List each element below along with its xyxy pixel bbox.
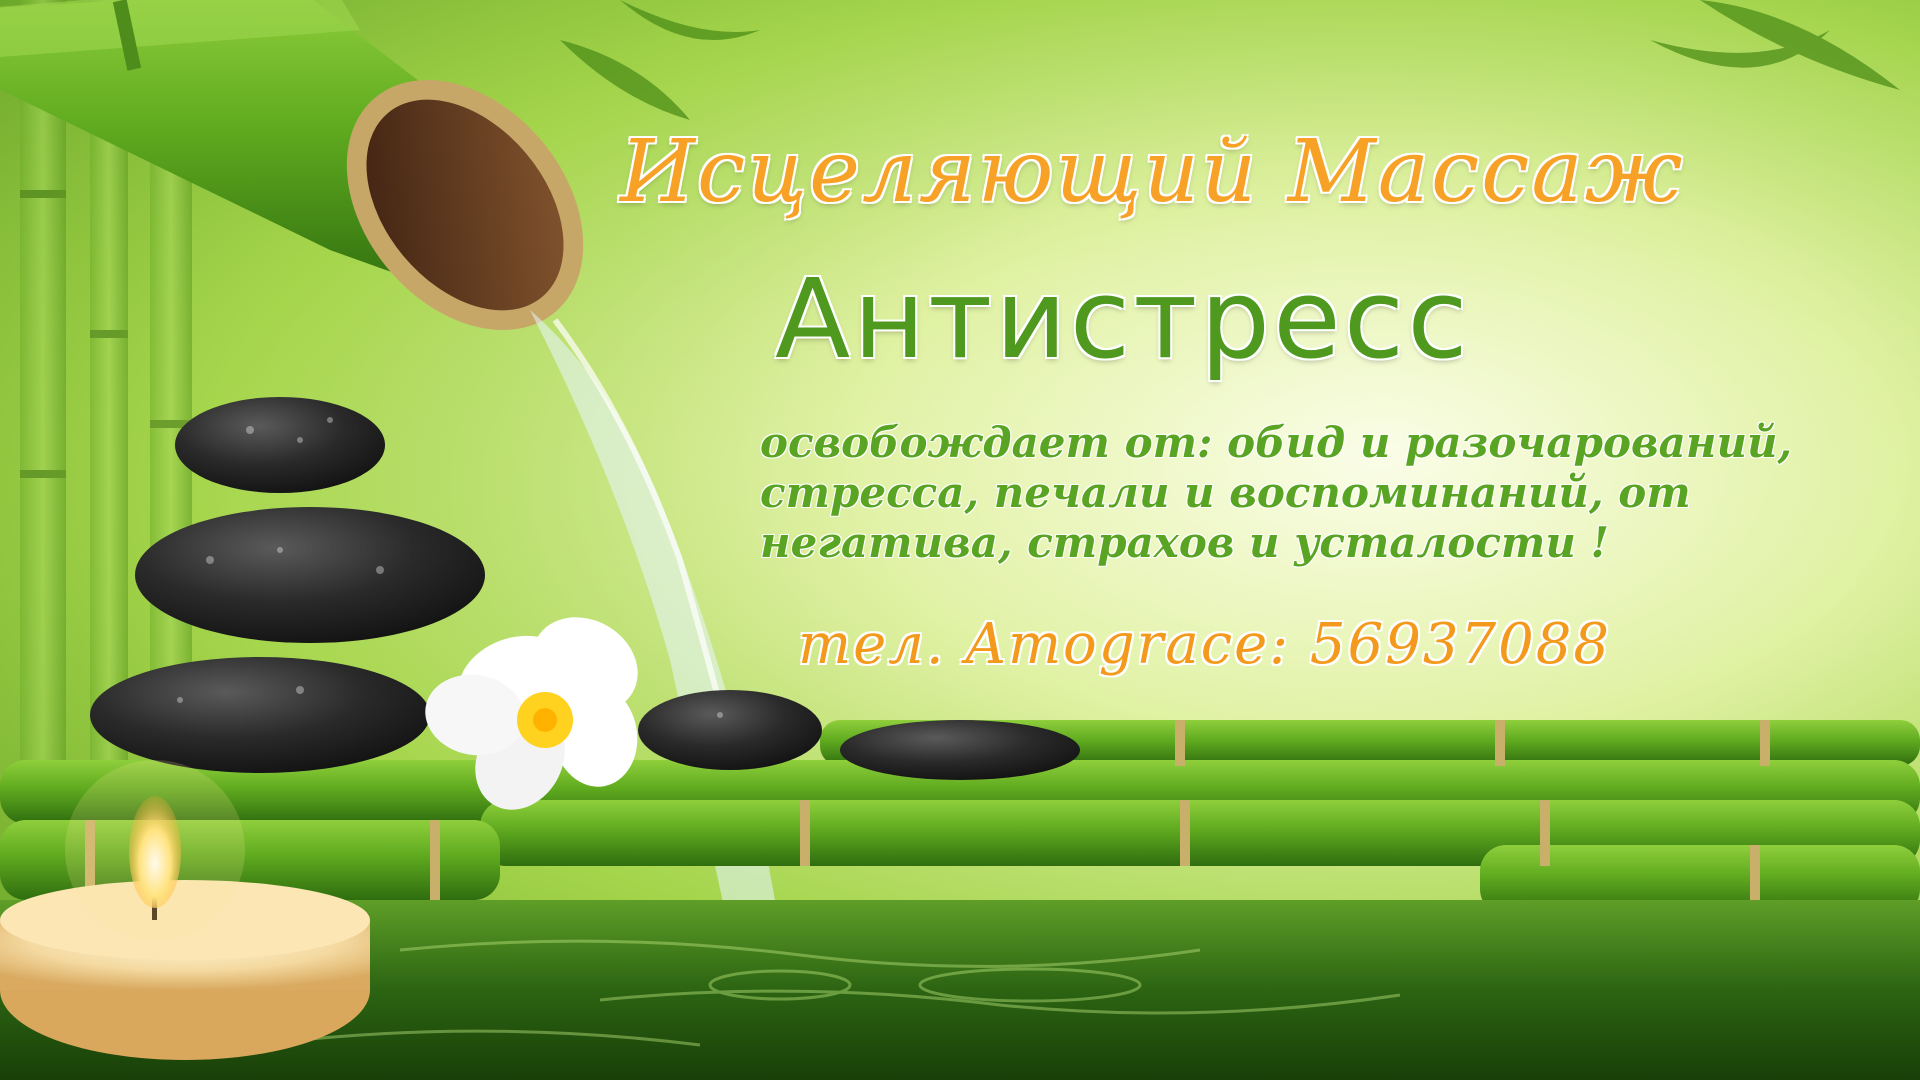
benefits-description	[760, 418, 1792, 568]
description-line: стресса, печали и воспоминаний, от	[760, 468, 1691, 517]
description-line: освобождает от: обид и разочарований,	[760, 418, 1793, 467]
description-line: негатива, страхов и усталости !	[760, 518, 1609, 567]
banner-subtitle: Антистресс	[775, 255, 1471, 383]
contact-phone: тел. Amograce: 56937088	[798, 612, 1611, 677]
banner-title: Исцеляющий Массаж	[620, 122, 1685, 222]
